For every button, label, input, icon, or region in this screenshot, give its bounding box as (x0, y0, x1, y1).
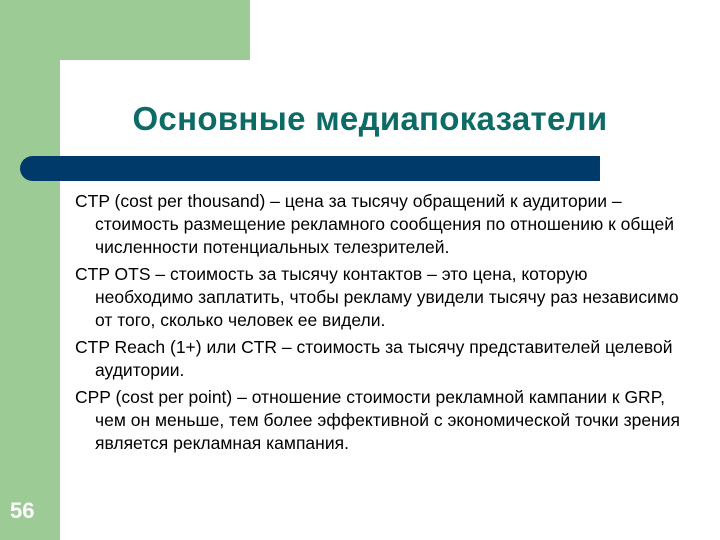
left-green-band (0, 0, 60, 540)
paragraph-ctp: CTP (cost per thousand) – цена за тысячу обращений к аудитории – стоимость размещение рекламного сообщения по отношению к общей численности потенциальных телезрителей. (75, 191, 675, 257)
slide-body (75, 190, 685, 459)
top-green-block (60, 0, 250, 60)
paragraph-ctp-reach: CTP Reach (1+) или CTR – стоимость за тысячу представителей целевой аудитории. (75, 337, 673, 380)
slide-number: 56 (10, 498, 35, 523)
slide-title: Основные медиапоказатели (132, 100, 608, 137)
title-underline-bar (20, 156, 600, 181)
paragraph-ctp-ots: CTP OTS – стоимость за тысячу контактов – это цена, которую необходимо заплатить, чтобы рекламу увидели тысячу раз независимо от того, сколько человек ее видели. (75, 264, 679, 330)
paragraph-cpp: CPP (cost per point) – отношение стоимости рекламной кампании к GRP, чем он меньше, тем более эффективной с экономической точки зрения является рекламная кампания. (75, 387, 680, 453)
